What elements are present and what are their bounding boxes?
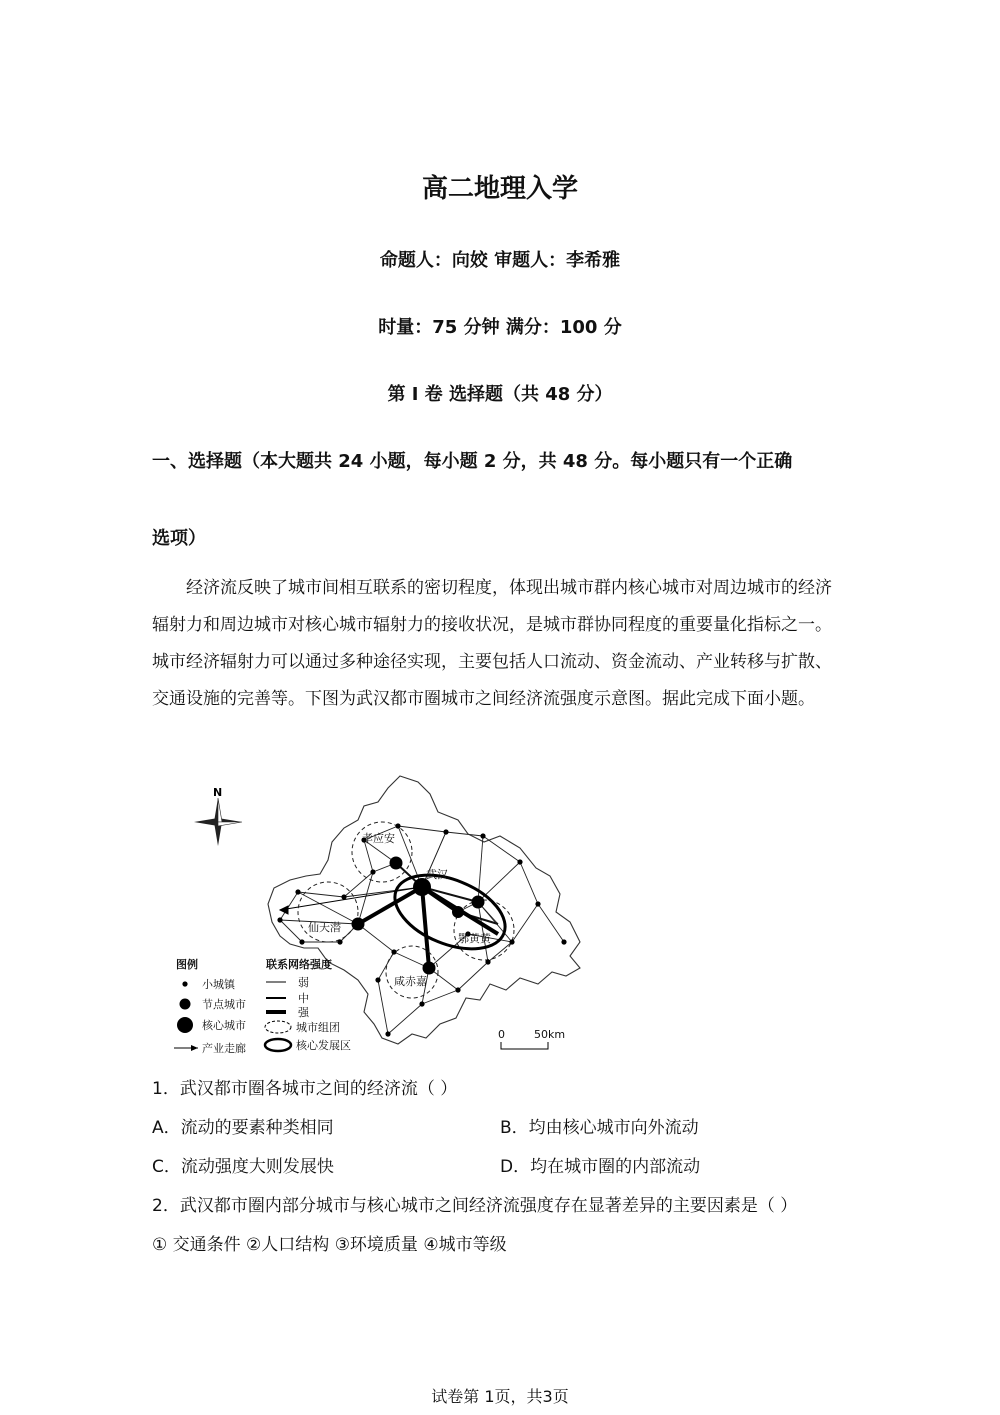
question-2-stem: 2．武汉都市圈内部分城市与核心城市之间经济流强度存在显著差异的主要因素是（ ） — [152, 1196, 798, 1216]
section-heading-line2: 选项） — [152, 528, 206, 549]
page-title: 高二地理入学 — [421, 174, 578, 204]
q1-option-b[interactable]: B．均由核心城市向外流动 — [500, 1118, 699, 1138]
legend-medium: 中 — [298, 992, 309, 1005]
page-footer: 试卷第 1页，共3页 — [431, 1387, 569, 1406]
legend-node-city-icon — [180, 999, 191, 1010]
label-ehuang: 鄂黄黄 — [458, 932, 491, 945]
legend-title: 图例 — [176, 958, 198, 971]
label-wuhan: 武汉 — [426, 868, 448, 881]
legend-city-group: 城市组团 — [296, 1021, 340, 1034]
scale-zero: 0 — [498, 1028, 505, 1041]
time-score-line: 时量：75 分钟 满分：100 分 — [378, 317, 622, 338]
q1-option-c[interactable]: C．流动强度大则发展快 — [152, 1157, 334, 1177]
legend-core-zone: 核心发展区 — [296, 1039, 351, 1052]
section-heading-line1: 一、选择题（本大题共 24 小题，每小题 2 分，共 48 分。每小题只有一个正确 — [152, 451, 793, 472]
map-legend — [174, 957, 351, 1055]
legend-small-town: 小城镇 — [202, 978, 235, 991]
compass-icon — [194, 786, 242, 846]
legend-network-title: 联系网络强度 — [266, 958, 332, 971]
question-1-stem: 1．武汉都市圈各城市之间的经济流（ ） — [152, 1079, 458, 1099]
passage-text: 经济流反映了城市间相互联系的密切程度，体现出城市群内核心城市对周边城市的经济辐射力和周边城市对核心城市辐射力的接收状况，是城市群协同程度的重要量化指标之一。城市经济辐射力可以通过多种途径实现，主要包括人口流动、资金流动、产业转移与扩散、交通设施的完善等。下图为武汉都市圈城市之间经济流强度示意图。据此完成下面小题。 — [152, 578, 832, 709]
legend-node-city: 节点城市 — [202, 998, 246, 1011]
legend-strong: 强 — [298, 1006, 309, 1019]
wuhan-economic-flow-map — [168, 772, 588, 1057]
q1-option-d[interactable]: D．均在城市圈的内部流动 — [500, 1157, 701, 1177]
legend-core-city-icon — [177, 1017, 193, 1033]
q2-choices: ① 交通条件 ②人口结构 ③环境质量 ④城市等级 — [152, 1235, 507, 1255]
scale-distance: 50km — [534, 1028, 566, 1041]
label-xianchi: 咸赤嘉 — [394, 975, 427, 988]
north-label: N — [213, 786, 223, 799]
scale-bar — [498, 1028, 565, 1049]
q1-option-a[interactable]: A．流动的要素种类相同 — [152, 1118, 334, 1138]
volume-heading: 第 I 卷 选择题（共 48 分） — [387, 384, 613, 405]
reading-passage — [152, 570, 842, 718]
label-xiantian: 仙天潜 — [308, 921, 341, 934]
legend-corridor: 产业走廊 — [202, 1042, 246, 1055]
legend-weak: 弱 — [298, 976, 309, 989]
authors-line: 命题人：向姣 审题人：李希雅 — [379, 250, 621, 271]
legend-core-city: 核心城市 — [202, 1019, 246, 1032]
legend-small-town-icon — [182, 981, 187, 986]
core-development-zone — [384, 861, 516, 964]
label-xiaogan: 孝应安 — [362, 832, 395, 845]
